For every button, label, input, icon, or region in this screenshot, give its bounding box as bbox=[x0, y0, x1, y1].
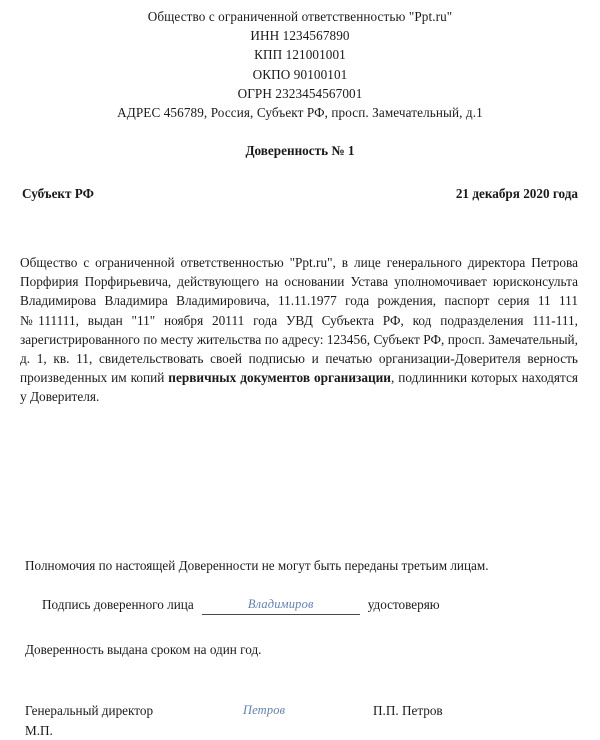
letterhead bbox=[0, 0, 600, 122]
document-date: 21 декабря 2020 года bbox=[455, 186, 578, 202]
body-paragraph bbox=[20, 253, 578, 406]
director-role-label: Генеральный директор bbox=[25, 702, 154, 718]
attorney-signature-suffix: удостоверяю bbox=[367, 596, 440, 612]
body-text-emphasis: первичных документов организации bbox=[168, 369, 391, 385]
letterhead-ogrn: ОГРН 2323454567001 bbox=[237, 85, 363, 101]
clause-term: Доверенность выдана сроком на один год. bbox=[25, 641, 262, 657]
attorney-signature-row bbox=[0, 595, 600, 616]
body-text-part2: , подлинники которых находятся у Доверителя. bbox=[20, 369, 578, 404]
attorney-signature-label: Подпись доверенного лица bbox=[42, 596, 194, 612]
place-date-row bbox=[0, 185, 600, 203]
signature-footer-row bbox=[25, 701, 600, 720]
letterhead-address: АДРЕС 456789, Россия, Субъект РФ, просп. Замечательный, д.1 bbox=[117, 105, 483, 121]
director-name: П.П. Петров bbox=[373, 702, 443, 718]
letterhead-okpo: ОКПО 90100101 bbox=[252, 66, 348, 82]
page-title: Доверенность № 1 bbox=[245, 143, 355, 159]
body-text-part1: Общество с ограниченной ответственностью "Ppt.ru", в лице генерального директора Петрова Порфирия Порфирьевича, действующего на основании Устава уполномочивает юрисконсульта Владимирова Владимира Владимировича, 11.11.1977 года рождения, паспорт серия 11 111 №111111, выдан "11" ноября 20111 года УВД Субъекта РФ, код подразделения 111-111, зарегистрированного по месту жительства по адресу: 123456, Субъект РФ, просп. Замечательный, д. 1, кв. 11, свидетельствовать своей подписью и печатью организации-Доверителя верность произведенных им копий bbox=[20, 255, 578, 385]
document-place: Субъект РФ bbox=[22, 186, 94, 202]
signature-footer bbox=[0, 701, 600, 740]
director-signature-ink: Петров bbox=[243, 702, 286, 717]
clause-powers: Полномочия по настоящей Доверенности не могут быть переданы третьим лицам. bbox=[25, 557, 489, 573]
attorney-signature-slot bbox=[202, 594, 360, 615]
body-block bbox=[0, 253, 600, 406]
stamp-place-label: М.П. bbox=[25, 722, 53, 738]
letterhead-company: Общество с ограниченной ответственностью "Ppt.ru" bbox=[147, 9, 453, 24]
attorney-signature-ink: Владимиров bbox=[247, 596, 314, 611]
letterhead-inn: ИНН 1234567890 bbox=[250, 28, 350, 44]
letterhead-kpp: КПП 121001001 bbox=[254, 47, 346, 63]
